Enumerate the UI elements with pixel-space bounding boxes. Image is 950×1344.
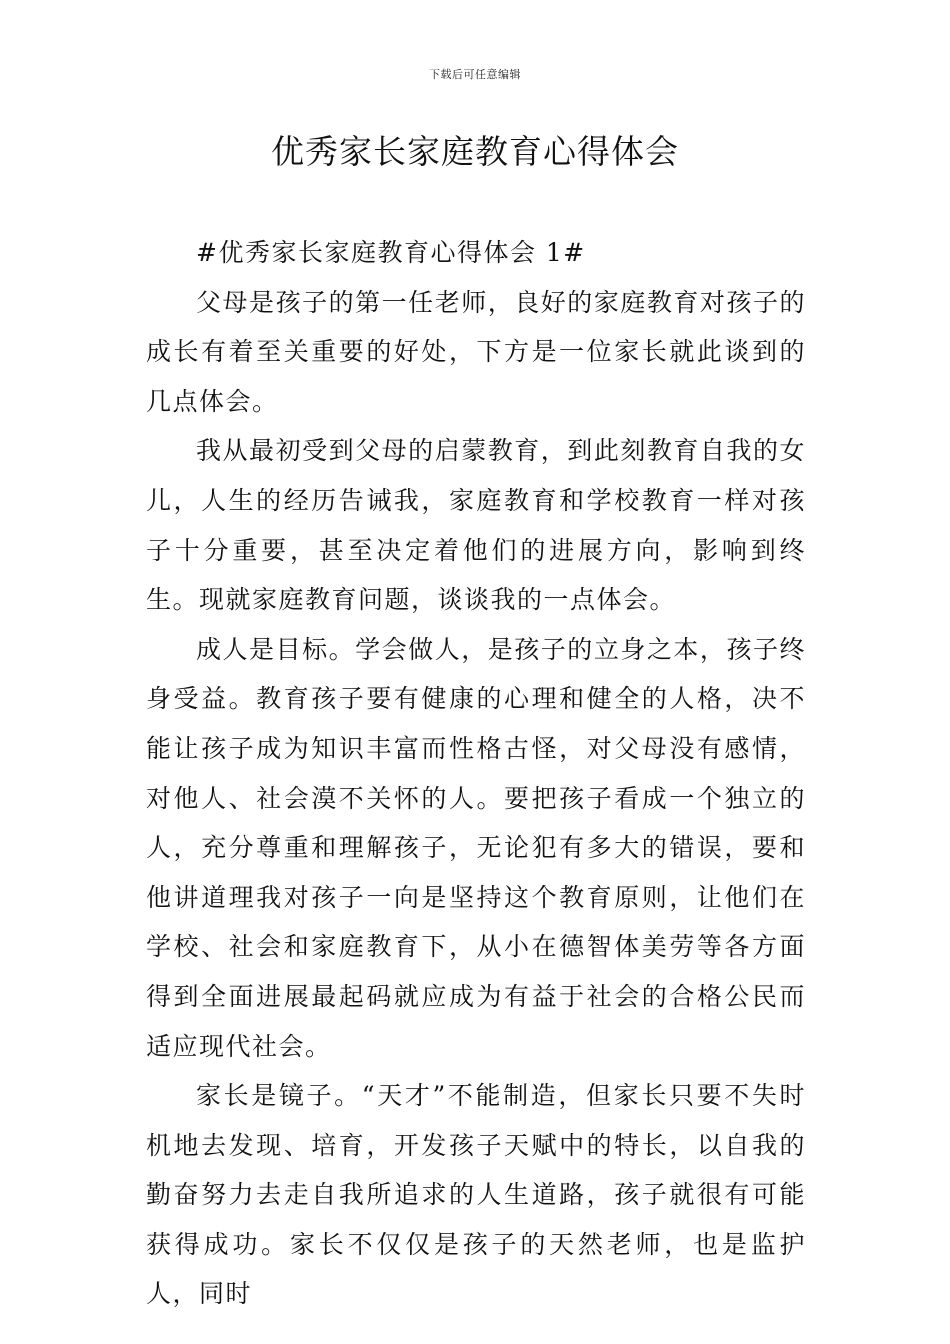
section-heading: #优秀家长家庭教育心得体会 1# <box>196 238 586 267</box>
document-title: 优秀家长家庭教育心得体会 <box>271 132 679 171</box>
paragraph: 家长是镜子。“天才”不能制造，但家长只要不失时机地去发现、培育，开发孩子天赋中的特长，以自我的勤奋努力去走自我所追求的人生道路，孩子就很有可能获得成功。家长不仅仅是孩子的天然老师，也是监护人，同时 <box>146 1081 806 1309</box>
paragraph: 父母是孩子的第一任老师，良好的家庭教育对孩子的成长有着至关重要的好处，下方是一位家长就此谈到的几点体会。 <box>146 287 806 416</box>
header-note: 下载后可任意编辑 <box>429 68 521 81</box>
paragraph: 我从最初受到父母的启蒙教育，到此刻教育自我的女儿，人生的经历告诫我，家庭教育和学校教育一样对孩子十分重要，甚至决定着他们的进展方向，影响到终生。现就家庭教育问题，谈谈我的一点体会。 <box>146 436 806 615</box>
document-body <box>146 228 806 1319</box>
paragraph: 成人是目标。学会做人，是孩子的立身之本，孩子终身受益。教育孩子要有健康的心理和健全的人格，决不能让孩子成为知识丰富而性格古怪，对父母没有感情，对他人、社会漠不关怀的人。要把孩子看成一个独立的人，充分尊重和理解孩子，无论犯有多大的错误，要和他讲道理我对孩子一向是坚持这个教育原则，让他们在学校、社会和家庭教育下，从小在德智体美劳等各方面得到全面进展最起码就应成为有益于社会的合格公民而适应现代社会。 <box>146 634 806 1061</box>
